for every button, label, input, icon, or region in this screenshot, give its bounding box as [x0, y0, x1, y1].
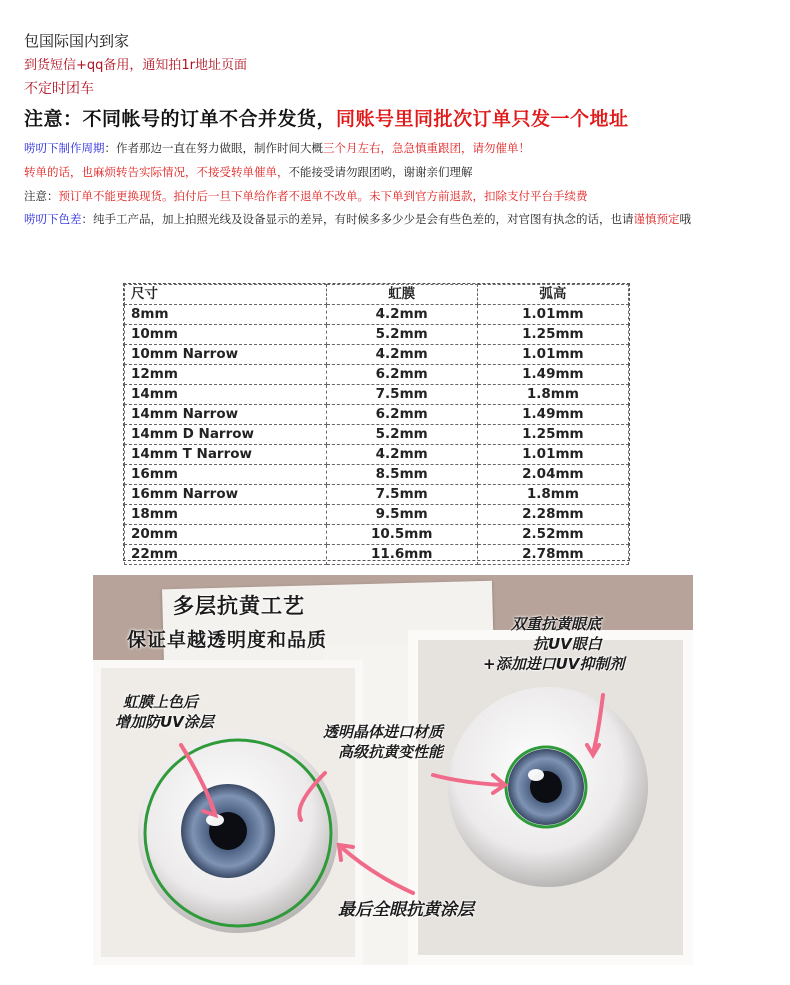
iris-cell: 4.2mm — [326, 445, 477, 465]
size-table — [123, 283, 630, 561]
iris-cell: 9.5mm — [326, 505, 477, 525]
iris-cell: 6.2mm — [326, 405, 477, 425]
order-warning — [24, 104, 784, 136]
sms-note: 到货短信+qq备用，通知拍1r地址页面 — [24, 58, 248, 73]
production-cycle-text: ：作者那边一直在努力做眼，制作时间大概 — [104, 141, 323, 155]
left-label-line1: 虹膜上色后 — [123, 693, 199, 711]
table-header-row — [125, 285, 629, 305]
notice-block — [24, 30, 784, 230]
group-note: 不定时团车 — [24, 81, 94, 97]
size-cell: 10mm — [125, 325, 327, 345]
transfer-note — [24, 160, 784, 184]
production-cycle-label: 唠叨下制作周期 — [24, 141, 105, 155]
size-cell: 14mm T Narrow — [125, 445, 327, 465]
arc-height-cell: 1.49mm — [477, 405, 628, 425]
table-row — [125, 465, 629, 485]
right-label-line2: 抗UV眼白 — [533, 635, 602, 653]
bottom-label: 最后全眼抗黄涂层 — [338, 900, 474, 920]
left-label-line2: 增加防UV涂层 — [115, 713, 214, 731]
mid-label-line1: 透明晶体进口材质 — [323, 723, 444, 741]
color-difference-warning: 谨慎预定 — [633, 212, 680, 226]
size-cell: 14mm D Narrow — [125, 425, 327, 445]
arc-height-cell: 1.25mm — [477, 325, 628, 345]
header-size: 尺寸 — [125, 285, 327, 305]
arc-height-cell: 1.49mm — [477, 365, 628, 385]
table-row — [125, 485, 629, 505]
production-cycle-warning: ，急急慎重跟团，请勿催单！ — [380, 141, 530, 155]
iris-cell: 7.5mm — [326, 385, 477, 405]
right-label-line1: 双重抗黄眼底 — [511, 615, 602, 633]
size-cell: 16mm — [125, 465, 327, 485]
iris-cell: 11.6mm — [326, 545, 477, 565]
production-cycle-duration: 三个月左右 — [323, 141, 381, 155]
transfer-note-dark: 不能接受请勿跟团哟，谢谢亲们理解 — [288, 165, 473, 179]
arc-height-cell: 1.01mm — [477, 445, 628, 465]
size-cell: 18mm — [125, 505, 327, 525]
size-cell: 20mm — [125, 525, 327, 545]
table-row — [125, 425, 629, 445]
color-difference-text: ：纯手工产品，加上拍照光线及设备显示的差异，有时候多多少少是会有些色差的，对官图有执念的话，也请 — [81, 212, 634, 226]
iris-cell: 5.2mm — [326, 325, 477, 345]
iris-cell: 4.2mm — [326, 305, 477, 325]
photo-subtitle: 保证卓越透明度和品质 — [127, 629, 328, 651]
right-label-line3: +添加进口UV抑制剂 — [483, 655, 625, 673]
table-row — [125, 385, 629, 405]
color-difference-end: 哦 — [679, 212, 691, 226]
table-row — [125, 445, 629, 465]
size-cell: 12mm — [125, 365, 327, 385]
iris-cell: 4.2mm — [326, 345, 477, 365]
mid-label-line2: 高级抗黄变性能 — [338, 743, 444, 761]
table-row — [125, 545, 629, 565]
right-eyeball — [448, 687, 648, 887]
iris-cell: 8.5mm — [326, 465, 477, 485]
preorder-text: 预订单不能更换现货。拍付后一旦下单给作者不退单不改单。未下单到官方前退款，扣除支付平台手续费 — [58, 189, 588, 203]
arc-height-cell: 2.04mm — [477, 465, 628, 485]
size-cell: 22mm — [125, 545, 327, 565]
arc-height-cell: 2.78mm — [477, 545, 628, 565]
left-eyeball — [138, 733, 338, 933]
eye-product-photo — [93, 575, 693, 965]
arrow-full-coating — [341, 847, 413, 893]
order-warning-red: 同账号里同批次订单只发一个地址 — [336, 108, 629, 130]
table-row — [125, 525, 629, 545]
table-row — [125, 345, 629, 365]
color-difference-note — [24, 208, 784, 230]
production-cycle-note — [24, 136, 784, 160]
table-row — [125, 325, 629, 345]
header-arc-height: 弧高 — [477, 285, 628, 305]
size-cell: 8mm — [125, 305, 327, 325]
color-difference-label: 唠叨下色差 — [24, 212, 82, 226]
table-row — [125, 305, 629, 325]
iris-cell: 5.2mm — [326, 425, 477, 445]
arc-height-cell: 1.01mm — [477, 345, 628, 365]
iris-cell: 10.5mm — [326, 525, 477, 545]
arc-height-cell: 1.8mm — [477, 385, 628, 405]
shipping-note: 包国际国内到家 — [24, 32, 130, 50]
size-cell: 10mm Narrow — [125, 345, 327, 365]
arc-height-cell: 1.8mm — [477, 485, 628, 505]
table-row — [125, 405, 629, 425]
size-cell: 16mm Narrow — [125, 485, 327, 505]
size-cell: 14mm — [125, 385, 327, 405]
table-row — [125, 365, 629, 385]
transfer-note-red: 转单的话，也麻烦转告实际情况，不接受转单催单， — [24, 165, 289, 179]
iris-cell: 7.5mm — [326, 485, 477, 505]
iris-cell: 6.2mm — [326, 365, 477, 385]
arc-height-cell: 1.25mm — [477, 425, 628, 445]
photo-title: 多层抗黄工艺 — [173, 594, 305, 618]
arc-height-cell: 2.52mm — [477, 525, 628, 545]
preorder-label: 注意： — [24, 189, 59, 203]
table-row — [125, 505, 629, 525]
order-warning-black: 注意：不同帐号的订单不合并发货， — [24, 108, 337, 130]
arc-height-cell: 2.28mm — [477, 505, 628, 525]
arc-height-cell: 1.01mm — [477, 305, 628, 325]
preorder-note — [24, 184, 784, 208]
header-iris: 虹膜 — [326, 285, 477, 305]
size-cell: 14mm Narrow — [125, 405, 327, 425]
